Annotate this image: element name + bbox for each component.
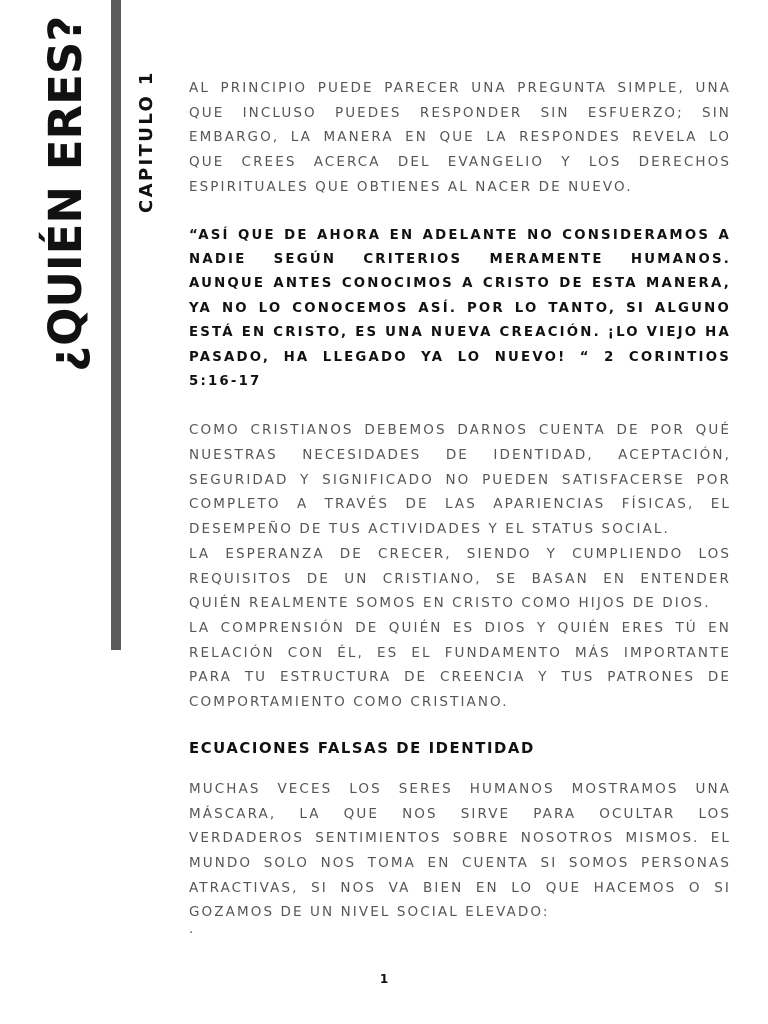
intro-paragraph: AL PRINCIPIO PUEDE PARECER UNA PREGUNTA SIMPLE, UNA QUE INCLUSO PUEDES RESPONDER SIN ESFUERZO; SIN EMBARGO, LA MANERA EN QUE LA RESPONDES REVELA LO QUE CREES ACERCA DEL EVANGELIO Y LOS DERECHOS ESPIRITUALES QUE OBTIENES AL NACER DE NUEVO. [189, 80, 731, 195]
hope-paragraph: LA ESPERANZA DE CRECER, SIENDO Y CUMPLIENDO LOS REQUISITOS DE UN CRISTIANO, SE BASAN EN ENTENDER QUIÉN REALMENTE SOMOS EN CRISTO COMO HIJOS DE DIOS. [189, 545, 731, 612]
needs-paragraph: COMO CRISTIANOS DEBEMOS DARNOS CUENTA DE POR QUÉ NUESTRAS NECESIDADES DE IDENTIDAD, ACEPTACIÓN, SEGURIDAD Y SIGNIFICADO NO PUEDEN SATISFACERSE POR COMPLETO A TRAVÉS DE LAS APARIENCIAS FÍSICAS, EL DESEMPEÑO DE TUS ACTIVIDADES Y EL STATUS SOCIAL. [189, 422, 731, 538]
understanding-paragraph: LA COMPRENSIÓN DE QUIÉN ES DIOS Y QUIÉN ERES TÚ EN RELACIÓN CON ÉL, ES EL FUNDAMENTO MÁS IMPORTANTE PARA TU ESTRUCTURA DE CREENCIA Y TUS PATRONES DE COMPORTAMIENTO COMO CRISTIANO. [189, 619, 731, 711]
side-bar [111, 0, 121, 650]
mask-paragraph: MUCHAS VECES LOS SERES HUMANOS MOSTRAMOS UNA MÁSCARA, LA QUE NOS SIRVE PARA OCULTAR LOS VERDADEROS SENTIMIENTOS SOBRE NOSOTROS MISMOS. EL MUNDO SOLO NOS TOMA EN CUENTA SI SOMOS PERSONAS ATRACTIVAS, SI NOS VA BIEN EN LO QUE HACEMOS O SI GOZAMOS DE UN NIVEL SOCIAL ELEVADO: [189, 780, 731, 921]
chapter-label: CAPITULO 1 [136, 70, 157, 213]
page-title: ¿QUIÉN ERES? [39, 15, 92, 372]
bible-quote: “ASÍ QUE DE AHORA EN ADELANTE NO CONSIDERAMOS A NADIE SEGÚN CRITERIOS MERAMENTE HUMANOS. AUNQUE ANTES CONOCIMOS A CRISTO DE ESTA MANERA, YA NO LO CONOCEMOS ASÍ. POR LO TANTO, SI ALGUNO ESTÁ EN CRISTO, ES UNA NUEVA CREACIÓN. ¡LO VIEJO HA PASADO, HA LLEGADO YA LO NUEVO! “ 2 CORINTIOS 5:16-17 [189, 227, 731, 389]
page-number: 1 [379, 972, 389, 986]
section-heading: ECUACIONES FALSAS DE IDENTIDAD [189, 739, 535, 757]
document-body [189, 76, 731, 938]
trailing-dot: . [189, 922, 194, 938]
